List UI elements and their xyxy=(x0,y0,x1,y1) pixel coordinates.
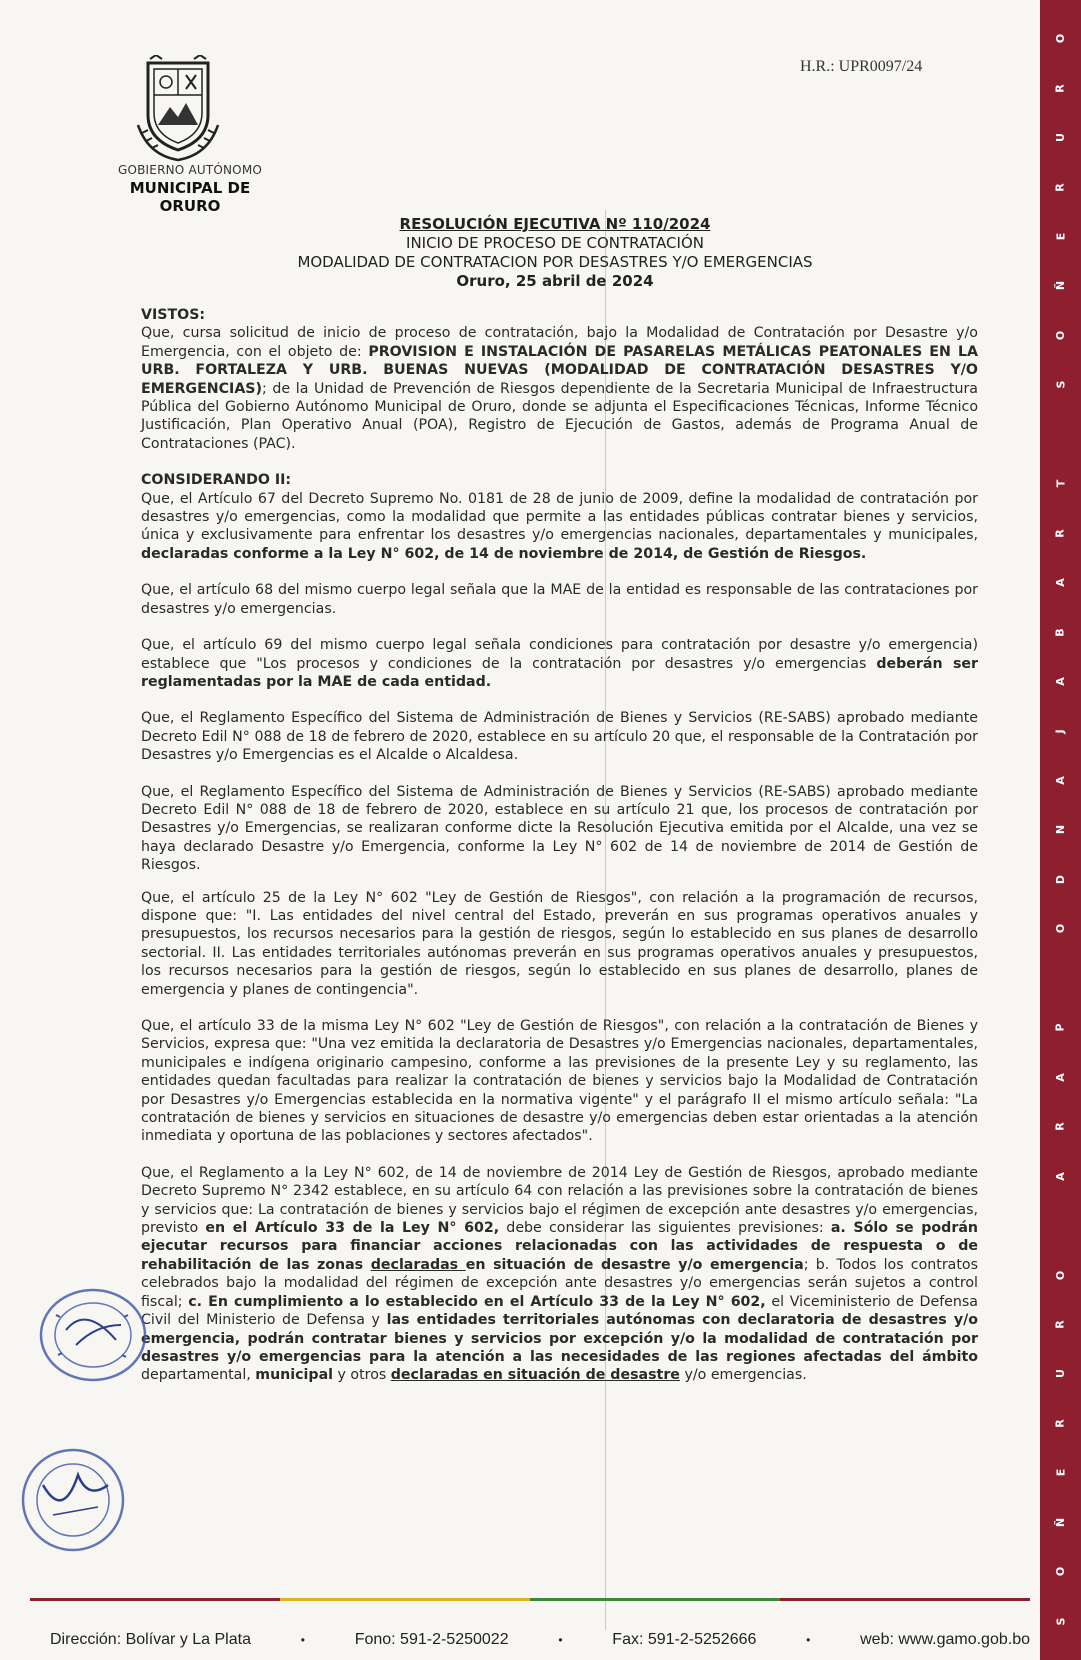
signature-seal-stamp-icon xyxy=(18,1445,128,1555)
side-strip-letter: R xyxy=(1053,529,1067,538)
footer xyxy=(50,1631,1030,1649)
side-strip-letter: A xyxy=(1053,578,1067,587)
side-strip-letter: S xyxy=(1054,380,1067,389)
vistos-paragraph xyxy=(141,324,978,453)
c8-text-g: ; b. Todos los contratos celebrados bajo la modalidad del régimen de excepción ante desastres y/o emergencias serán sujetos a control fiscal; xyxy=(141,1256,978,1310)
c8-bold-f: en situación de desastre y/o emergencia xyxy=(465,1256,804,1273)
side-strip-letter: B xyxy=(1053,627,1067,637)
side-strip-letter: T xyxy=(1053,480,1067,488)
c8-bold-b: en el Artículo 33 de la Ley N° 602, xyxy=(205,1220,500,1237)
footer-phone: Fono: 591-2-5250022 xyxy=(354,1631,509,1648)
side-strip-letter: R xyxy=(1053,1122,1067,1131)
vistos-text-c: ; de la Unidad de Prevención de Riesgos dependiente de la Secretaria Municipal de Infraestructura Pública del Gobierno Autónomo Municipal de Oruro, donde se adjunta el Especificaciones Técnicas, Informe Técnico Justificación, Plan Operativo Anual (POA), Registro de Ejecución de Gastos, además de Programa Anual de Contrataciones (PAC). xyxy=(141,380,978,452)
considerando-paragraph-1 xyxy=(141,490,978,564)
side-strip-letter: O xyxy=(1053,1567,1067,1577)
resolution-date: Oruro, 25 abril de 2024 xyxy=(456,272,654,290)
c8-text-o: y/o emergencias. xyxy=(679,1367,807,1384)
side-strip-letter: R xyxy=(1053,1419,1067,1428)
resolution-heading xyxy=(120,215,990,291)
side-strip-letter: Ñ xyxy=(1054,1517,1067,1527)
side-strip-letter: O xyxy=(1053,924,1067,934)
c1-text: Que, el Artículo 67 del Decreto Supremo No. 0181 de 28 de junio de 2009, define la modalidad de contratación por desastres y/o emergencias, como la modalidad que permite a las entidades públicas contratar bienes y servicios, única y exclusivamente para enfrentar los desastres y/o emergencias nacionales, departamentales y municipales, xyxy=(141,490,978,544)
hr-reference: H.R.: UPR0097/24 xyxy=(800,58,923,75)
c3-text: Que, el artículo 69 del mismo cuerpo legal señala condiciones para contratación por desastre y/o emergencia) establece que "Los procesos y condiciones de la contratación por desastres y/o emergencias xyxy=(141,637,978,672)
resolution-title: RESOLUCIÓN EJECUTIVA Nº 110/2024 xyxy=(399,215,711,233)
side-strip-letter: R xyxy=(1053,182,1067,192)
resolution-subtitle2: MODALIDAD DE CONTRATACION POR DESASTRES Y/O EMERGENCIAS xyxy=(297,253,813,271)
considerando-paragraph-7: Que, el artículo 33 de la misma Ley N° 602 "Ley de Gestión de Riesgos", con relación a la contratación de Bienes y Servicios, expresa que: "Una vez emitida la declaratoria de Desastres y/o Emergencias nacionales, departamentales, municipales e indígena originario campesino, conforme a las previsiones de la presente Ley y su reglamento, las entidades quedan facultadas para realizar la contratación de bienes y servicios bajo la Modalidad de Contratación por Desastres y/o Emergencias establecida en la normativa vigente" y el parágrafo II el mismo artículo señala: "La contratación de bienes y servicios en situaciones de desastre y/o emergencias deben estar orientadas a la atención inmediata y oportuna de las poblaciones y sectores afectados". xyxy=(141,1018,978,1145)
resolution-subtitle1: INICIO DE PROCESO DE CONTRATACIÓN xyxy=(406,234,704,252)
side-strip-letter: E xyxy=(1053,232,1067,241)
considerando-paragraph-4: Que, el Reglamento Específico del Sistema de Administración de Bienes y Servicios (RE-SABS) aprobado mediante Decreto Edil N° 088 de 18 de febrero de 2020, establece en su artículo 20 que, el responsable de la Contratación por Desastres y/o Emergencias es el Alcalde o Alcaldesa. xyxy=(141,710,978,764)
official-seal-stamp-icon xyxy=(36,1285,151,1385)
considerando-heading: CONSIDERANDO II: xyxy=(141,472,292,489)
side-strip-letter: D xyxy=(1053,874,1067,884)
side-strip-letter: R xyxy=(1053,83,1067,93)
c8-text-c: debe considerar las siguientes previsiones: xyxy=(499,1220,831,1237)
side-strip-letter xyxy=(1055,432,1066,436)
side-strip-letter: J xyxy=(1054,729,1067,734)
side-strip-letter: A xyxy=(1053,1171,1067,1181)
side-strip-letter: P xyxy=(1054,1023,1067,1032)
side-slogan-strip xyxy=(1040,0,1081,1660)
footer-color-bar xyxy=(30,1598,1030,1601)
footer-bullet-icon: • xyxy=(558,1633,563,1647)
c8-underlined-e: declaradas xyxy=(370,1256,466,1273)
side-strip-letter: A xyxy=(1053,776,1067,785)
side-strip-letter: E xyxy=(1053,1469,1067,1477)
c3-bold: deberán ser reglamentadas por la MAE de cada entidad. xyxy=(141,655,979,690)
side-strip-letter: Ñ xyxy=(1054,281,1067,291)
c8-underlined-n: declaradas en situación de desastre xyxy=(390,1367,680,1384)
footer-address: Dirección: Bolívar y La Plata xyxy=(50,1631,251,1648)
side-strip-letter: S xyxy=(1054,1617,1067,1626)
side-strip-letter: O xyxy=(1053,1270,1067,1280)
c8-text-k: departamental, xyxy=(141,1367,256,1384)
side-strip-letter: N xyxy=(1054,825,1067,835)
side-strip-letter: U xyxy=(1054,133,1067,143)
side-strip-letter: U xyxy=(1054,1369,1067,1379)
c8-text-m: y otros xyxy=(333,1367,391,1384)
gov-name-line1: GOBIERNO AUTÓNOMO xyxy=(117,163,263,177)
c8-bold-h: c. En cumplimiento a lo establecido en el Artículo 33 de la Ley N° 602, xyxy=(188,1293,766,1310)
side-strip-letter: R xyxy=(1053,1320,1067,1329)
side-strip-letter: A xyxy=(1053,677,1067,686)
considerando-paragraph-8 xyxy=(141,1164,978,1385)
c8-text-i: el Viceministerio de Defensa Civil del Ministerio de Defensa y xyxy=(141,1293,978,1329)
considerando-paragraph-6: Que, el artículo 25 de la Ley N° 602 "Ley de Gestión de Riesgos", con relación a la programación de recursos, dispone que: "I. Las entidades del nivel central del Estado, preverán en sus programas operativos anuales y presupuestos, los recursos necesarios para la gestión de riesgos, según lo establecido en sus planes de desarrollo sectorial. II. Las entidades territoriales autónomas preverán en sus programas operativos anuales y presupuestos, los recursos necesarios para la gestión de riesgos, según lo establecido en sus planes de desarrollo, planes de emergencia y planes de contingencia". xyxy=(141,889,978,998)
side-strip-letter xyxy=(1055,1224,1066,1228)
gov-name-line2: MUNICIPAL DE ORURO xyxy=(129,179,251,215)
vistos-heading: VISTOS: xyxy=(141,307,206,323)
side-strip-letter xyxy=(1055,976,1066,980)
side-strip-letter: A xyxy=(1053,1072,1067,1082)
footer-bullet-icon: • xyxy=(300,1633,305,1647)
c8-text-a: Que, el Reglamento a la Ley N° 602, de 14 de noviembre de 2014 Ley de Gestión de Riesgos, aprobado mediante Decreto Supremo N° 2342 establece, en su artículo 64 con relación a las previsiones sobre la contratación de bienes y servicios que: La contratación de bienes y servicios bajo el régimen de excepción ante desastres y/o emergencias, previsto xyxy=(141,1164,978,1237)
vistos-text-a: Que, cursa solicitud de inicio de proceso de contratación, bajo la Modalidad de Contratación por Desastre y/o Emergencia, con el objeto de: xyxy=(141,325,978,360)
footer-bullet-icon: • xyxy=(806,1633,811,1647)
c1-bold: declaradas conforme a la Ley N° 602, de 14 de noviembre de 2014, de Gestión de Riesgos. xyxy=(141,545,867,562)
coat-of-arms-icon xyxy=(128,55,228,165)
considerando-paragraph-5: Que, el Reglamento Específico del Sistema de Administración de Bienes y Servicios (RE-SABS) aprobado mediante Decreto Edil N° 088 de 18 de febrero de 2020, establece en su artículo 21 que, los procesos de contratación por Desastres y/o Emergencias, se realizaran conforme dicte la Resolución Ejecutiva emitida por el Alcalde, una vez se haya declarado Desastre y/o Emergencia, conforme la Ley N° 602 de 14 de noviembre de 2014 de Gestión de Riesgos. xyxy=(141,783,978,874)
resolution-body xyxy=(141,306,978,1403)
c8-bold-l: municipal xyxy=(255,1367,334,1384)
considerando-paragraph-2: Que, el artículo 68 del mismo cuerpo legal señala que la MAE de la entidad es responsable de las contrataciones por desastres y/o emergencias. xyxy=(141,582,978,617)
vistos-object: PROVISION E INSTALACIÓN DE PASARELAS METÁLICAS PEATONALES EN LA URB. FORTALEZA Y URB. BUENAS NUEVAS (MODALIDAD DE CONTRATACIÓN DESASTRES Y/O EMERGENCIAS) xyxy=(141,343,978,397)
c8-bold-d: a. Sólo se podrán ejecutar recursos para financiar acciones relacionadas con las actividades de respuesta o de rehabilitación de las zonas xyxy=(141,1220,978,1273)
c8-bold-j: las entidades territoriales autónomas con declaratoria de desastres y/o emergencia, podrán contratar bienes y servicios por excepción y/o la modalidad de contratación por desastres y/o emergencias para la atención a las necesidades de las regiones afectadas del ámbito xyxy=(141,1312,978,1365)
considerando-paragraph-3 xyxy=(141,636,978,691)
footer-fax: Fax: 591-2-5252666 xyxy=(612,1631,757,1648)
side-strip-letter: O xyxy=(1053,330,1067,341)
footer-web[interactable]: web: www.gamo.gob.bo xyxy=(860,1631,1030,1648)
side-strip-letter: O xyxy=(1053,34,1067,44)
